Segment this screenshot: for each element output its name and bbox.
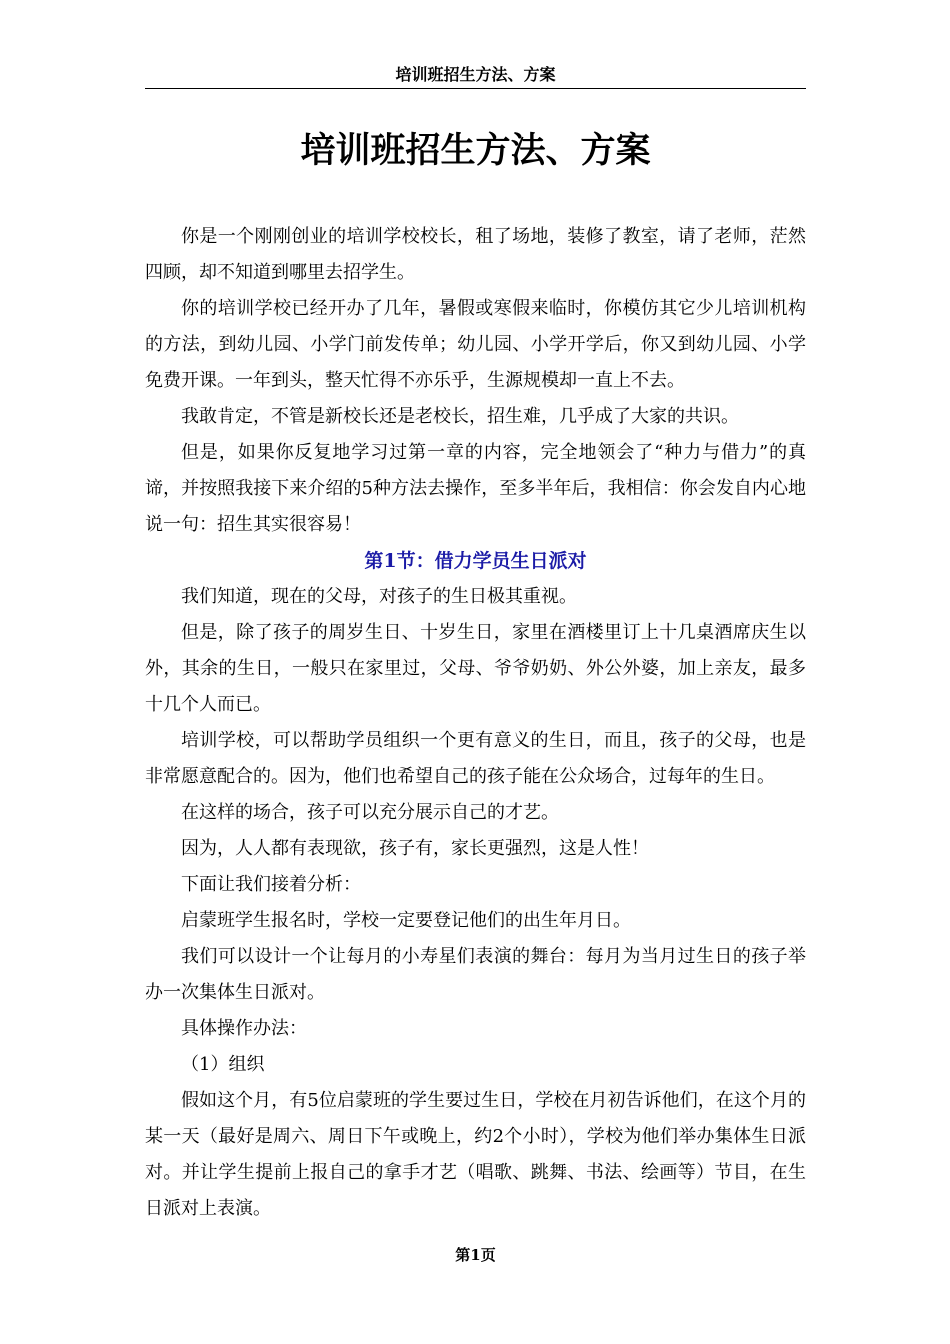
section-paragraph: 我们知道，现在的父母，对孩子的生日极其重视。 xyxy=(181,586,577,607)
document-title: 培训班招生方法、方案 xyxy=(300,130,651,171)
intro-paragraph: 你是一个刚刚创业的培训学校校长，租了场地，装修了教室，请了老师，茫然四顾，却不知道到哪里去招学生。 xyxy=(145,226,806,283)
page-number: 第1页 xyxy=(455,1246,496,1264)
intro-paragraph: 但是，如果你反复地学习过第一章的内容，完全地领会了“种力与借力”的真谛，并按照我接下来介绍的5种方法去操作，至多半年后，我相信：你会发自内心地说一句：招生其实很容易！ xyxy=(145,442,806,535)
section-heading: 第1节：借力学员生日派对 xyxy=(364,550,587,572)
section-paragraph: 我们可以设计一个让每月的小寿星们表演的舞台：每月为当月过生日的孩子举办一次集体生日派对。 xyxy=(145,946,806,1003)
header-rule xyxy=(145,88,806,89)
section-paragraph: 假如这个月，有5位启蒙班的学生要过生日，学校在月初告诉他们，在这个月的某一天（最好是周六、周日下午或晚上，约2个小时），学校为他们举办集体生日派对。并让学生提前上报自己的拿手才艺（唱歌、跳舞、书法、绘画等）节目，在生日派对上表演。 xyxy=(145,1090,806,1219)
section-paragraph: 但是，除了孩子的周岁生日、十岁生日，家里在酒楼里订上十几桌酒席庆生以外，其余的生日，一般只在家里过，父母、爷爷奶奶、外公外婆，加上亲友，最多十几个人而已。 xyxy=(145,622,806,715)
section-paragraph: （1）组织 xyxy=(181,1054,265,1075)
intro-paragraph: 你的培训学校已经开办了几年，暑假或寒假来临时，你模仿其它少儿培训机构的方法，到幼儿园、小学门前发传单；幼儿园、小学开学后，你又到幼儿园、小学免费开课。一年到头，整天忙得不亦乐乎，生源规模却一直上不去。 xyxy=(145,298,806,391)
section-paragraph: 具体操作办法： xyxy=(181,1018,307,1039)
running-header: 培训班招生方法、方案 xyxy=(395,65,556,84)
document-body xyxy=(145,219,806,1227)
section-paragraph: 因为，人人都有表现欲，孩子有，家长更强烈，这是人性！ xyxy=(181,838,649,859)
section-paragraph: 下面让我们接着分析： xyxy=(181,874,361,895)
section-paragraph: 培训学校，可以帮助学员组织一个更有意义的生日，而且，孩子的父母，也是非常愿意配合的。因为，他们也希望自己的孩子能在公众场合，过每年的生日。 xyxy=(145,730,806,787)
intro-paragraph: 我敢肯定，不管是新校长还是老校长，招生难，几乎成了大家的共识。 xyxy=(181,406,739,427)
section-paragraph: 在这样的场合，孩子可以充分展示自己的才艺。 xyxy=(181,802,559,823)
section-paragraph: 启蒙班学生报名时，学校一定要登记他们的出生年月日。 xyxy=(181,910,631,931)
